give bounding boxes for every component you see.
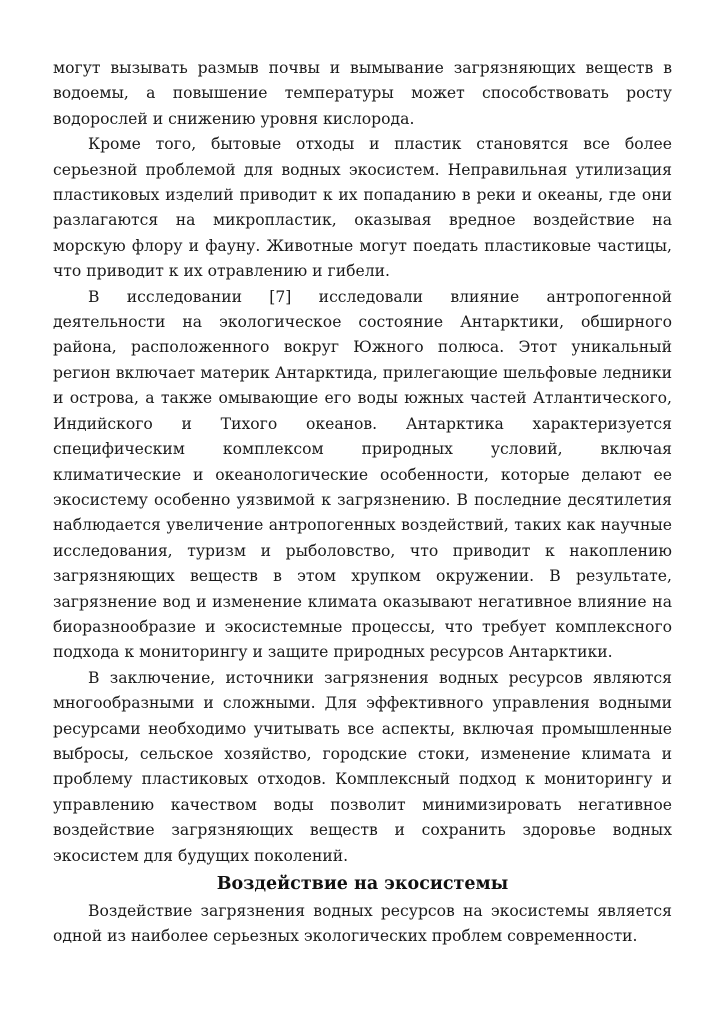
paragraph-household-waste: Кроме того, бытовые отходы и пластик становятся все более серьезной проблемой для водных экосистем. Неправильная утилизация пластиковых изделий приводит к их попаданию в реки и океаны, где они разлагаются на микропластик, оказывая вредное воздействие на морскую флору и фауну. Животные могут поедать пластиковые частицы, что приводит к их отравлению и гибели.	[53, 135, 672, 281]
section-heading: Воздействие на экосистемы	[216, 874, 509, 894]
paragraph-ecosystem-impact: Воздействие загрязнения водных ресурсов на экосистемы является одной из наиболее серьезных экологических проблем современности.	[53, 902, 672, 946]
document-body	[53, 56, 672, 950]
paragraph-continuation: могут вызывать размыв почвы и вымывание загрязняющих веществ в водоемы, а повышение температуры может способствовать росту водорослей и снижению уровня кислорода.	[53, 59, 672, 128]
paragraph-conclusion: В заключение, источники загрязнения водных ресурсов являются многообразными и сложными. Для эффективного управления водными ресурсами необходимо учитывать все аспекты, включая промышленные выбросы, сельское хозяйство, городские стоки, изменение климата и проблему пластиковых отходов. Комплексный подход к мониторингу и управлению качеством воды позволит минимизировать негативное воздействие загрязняющих веществ и сохранить здоровье водных экосистем для будущих поколений.	[53, 668, 672, 865]
paragraph-antarctica-study: В исследовании [7] исследовали влияние антропогенной деятельности на экологическое состояние Антарктики, обширного района, расположенного вокруг Южного полюса. Этот уникальный регион включает материк Антарктида, прилегающие шельфовые ледники и острова, а также омывающие его воды южных частей Атлантического, Индийского и Тихого океанов. Антарктика характеризуется специфическим комплексом природных условий, включая климатические и океанологические особенности, которые делают ее экосистему особенно уязвимой к загрязнению. В последние десятилетия наблюдается увеличение антропогенных воздействий, таких как научные исследования, туризм и рыболовство, что приводит к накоплению загрязняющих веществ в этом хрупком окружении. В результате, загрязнение вод и изменение климата оказывают негативное влияние на биоразнообразие и экосистемные процессы, что требует комплексного подхода к мониторингу и защите природных ресурсов Антарктики.	[53, 287, 672, 662]
